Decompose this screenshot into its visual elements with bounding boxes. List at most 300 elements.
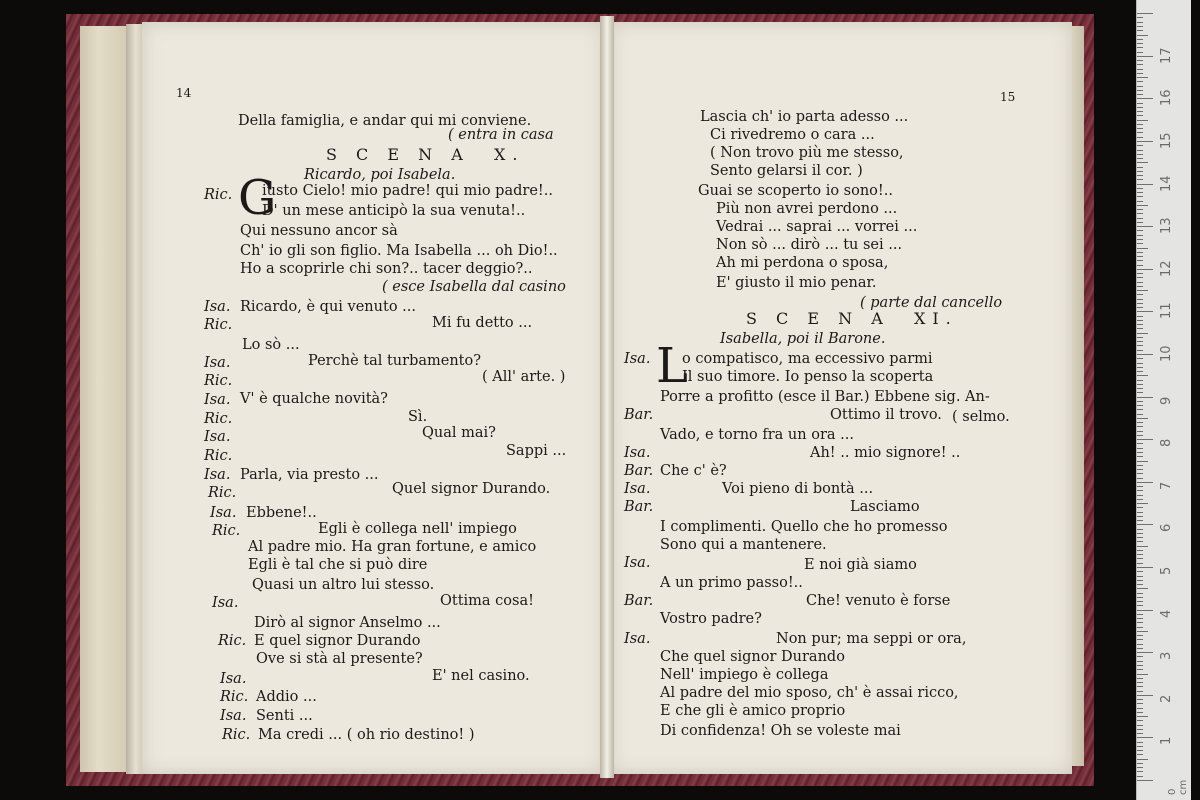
ruler-tick [1137, 188, 1143, 189]
ruler-tick [1137, 627, 1143, 628]
left-text-line: E quel signor Durando [254, 633, 421, 649]
ruler-tick [1137, 448, 1143, 449]
ruler-tick [1137, 414, 1143, 415]
right-text-line: ( selmo. [952, 409, 1010, 425]
ruler-number: 9 [1159, 396, 1174, 405]
ruler-tick [1137, 52, 1143, 53]
book-spine [600, 16, 614, 778]
ruler-tick [1137, 669, 1143, 670]
ruler-tick [1137, 584, 1143, 585]
left-text-line: iusto Cielo! mio padre! qui mio padre!.. [262, 183, 553, 199]
ruler-tick [1137, 516, 1143, 517]
left-text-line: Ricardo, è qui venuto ... [240, 299, 416, 315]
ruler-tick [1137, 239, 1143, 240]
ruler-tick [1137, 196, 1143, 197]
right-text-line: Il suo timore. Io penso la scoperta [682, 369, 934, 385]
left-text-line: Qual mai? [422, 425, 496, 441]
ruler-tick [1137, 507, 1143, 508]
ruler-tick [1137, 290, 1148, 291]
ruler-number: 7 [1159, 481, 1174, 490]
left-text-line: Ric. [208, 485, 237, 501]
ruler-tick [1137, 184, 1153, 185]
ruler-tick [1137, 354, 1153, 355]
left-text-line: Sappi ... [506, 443, 567, 459]
right-text-line: Che! venuto è forse [806, 593, 951, 609]
ruler-tick [1137, 375, 1148, 376]
ruler-tick [1137, 465, 1143, 466]
ruler-tick [1137, 644, 1143, 645]
ruler-tick [1137, 86, 1143, 87]
ruler-tick [1137, 222, 1143, 223]
ruler-tick [1137, 610, 1153, 611]
right-text-line: Ottimo il trovo. [830, 407, 942, 423]
ruler-tick [1137, 405, 1143, 406]
ruler-tick [1137, 392, 1143, 393]
right-text-line: Più non avrei perdono ... [716, 201, 898, 217]
measuring-ruler [1136, 0, 1191, 800]
left-text-line: ( esce Isabella dal casino [382, 279, 566, 295]
ruler-tick [1137, 729, 1143, 730]
ruler-tick [1137, 384, 1143, 385]
ruler-number: 14 [1159, 175, 1174, 192]
ruler-tick [1137, 167, 1143, 168]
ruler-tick [1137, 213, 1143, 214]
ruler-tick [1137, 154, 1143, 155]
ruler-tick [1137, 601, 1143, 602]
ruler-tick [1137, 456, 1143, 457]
ruler-tick [1137, 282, 1143, 283]
ruler-tick [1137, 635, 1143, 636]
right-text-line: Isa. [624, 445, 651, 461]
ruler-tick [1137, 56, 1153, 57]
ruler-tick [1137, 26, 1143, 27]
right-text-line: Al padre del mio sposo, ch' è assai ricco, [660, 685, 959, 701]
ruler-tick [1137, 567, 1153, 568]
right-text-line: Bar. [624, 499, 654, 515]
left-page [142, 22, 604, 774]
ruler-tick [1137, 499, 1143, 500]
left-text-line: Dirò al signor Anselmo ... [254, 615, 441, 631]
right-text-line: Bar. [624, 593, 654, 609]
ruler-tick [1137, 30, 1143, 31]
ruler-tick [1137, 401, 1143, 402]
ruler-tick [1137, 265, 1143, 266]
ruler-tick [1137, 363, 1143, 364]
ruler-tick [1137, 482, 1153, 483]
right-page [610, 22, 1072, 774]
ruler-tick [1137, 533, 1143, 534]
right-text-line: Non pur; ma seppi or ora, [776, 631, 967, 647]
right-text-line: E che gli è amico proprio [660, 703, 846, 719]
ruler-tick [1137, 614, 1143, 615]
ruler-tick [1137, 580, 1143, 581]
ruler-tick [1137, 431, 1143, 432]
left-text-line: D' un mese anticipò la sua venuta!.. [262, 203, 526, 219]
ruler-tick [1137, 35, 1148, 36]
right-text-line: Ah! .. mio signore! .. [810, 445, 961, 461]
ruler-tick [1137, 558, 1143, 559]
ruler-tick [1137, 529, 1143, 530]
right-text-line: A un primo passo!.. [660, 575, 803, 591]
left-text-line: ( entra in casa [448, 127, 554, 143]
ruler-tick [1137, 358, 1143, 359]
left-text-line: Al padre mio. Ha gran fortune, e amico [248, 539, 537, 555]
ruler-tick [1137, 639, 1143, 640]
ruler-tick [1137, 780, 1153, 781]
left-text-line: Lo sò ... [242, 337, 300, 353]
ruler-tick [1137, 576, 1143, 577]
ruler-tick [1137, 426, 1143, 427]
ruler-number: 3 [1159, 651, 1174, 661]
ruler-tick [1137, 311, 1153, 312]
ruler-number: 17 [1159, 47, 1174, 64]
ruler-tick [1137, 725, 1143, 726]
ruler-number: 8 [1159, 438, 1174, 448]
ruler-tick [1137, 367, 1143, 368]
right-text-line: ( parte dal cancello [860, 295, 1003, 311]
left-text-line: Ric. [204, 187, 233, 203]
right-text-line: Nell' impiego è collega [660, 667, 829, 683]
ruler-tick [1137, 235, 1143, 236]
ruler-tick [1137, 81, 1143, 82]
ruler-tick [1137, 209, 1143, 210]
ruler-tick [1137, 141, 1153, 142]
ruler-tick [1137, 77, 1148, 78]
ruler-tick [1137, 158, 1143, 159]
ruler-number: 2 [1159, 694, 1174, 703]
ruler-tick [1137, 380, 1143, 381]
ruler-tick [1137, 175, 1143, 176]
ruler-tick [1137, 150, 1143, 151]
ruler-tick [1137, 128, 1143, 129]
ruler-number: 12 [1159, 260, 1174, 277]
left-text-line: Isa. [204, 392, 231, 408]
ruler-tick [1137, 631, 1148, 632]
left-dropcap: G [238, 170, 277, 226]
ruler-tick [1137, 473, 1143, 474]
ruler-tick [1137, 554, 1143, 555]
ruler-number: 5 [1159, 566, 1174, 575]
ruler-tick [1137, 686, 1143, 687]
ruler-tick [1137, 418, 1148, 419]
left-text-line: Ric. [220, 689, 249, 705]
right-text-line: Vado, e torno fra un ora ... [660, 427, 854, 443]
ruler-tick [1137, 273, 1143, 274]
ruler-tick [1137, 495, 1143, 496]
left-text-line: Isa. [220, 708, 247, 724]
left-text-line: Della famiglia, e andar qui mi conviene. [238, 113, 532, 129]
right-text-line: Di confidenza! Oh se voleste mai [660, 723, 901, 739]
ruler-tick [1137, 478, 1143, 479]
ruler-tick [1137, 563, 1143, 564]
ruler-tick [1137, 452, 1143, 453]
ruler-tick [1137, 716, 1148, 717]
left-text-line: E' nel casino. [432, 668, 530, 684]
right-text-line: Isa. [624, 555, 651, 571]
ruler-tick [1137, 767, 1143, 768]
ruler-tick [1137, 605, 1143, 606]
ruler-tick [1137, 503, 1148, 504]
ruler-tick [1137, 520, 1143, 521]
ruler-tick [1137, 73, 1143, 74]
left-text-line: Ric. [222, 727, 251, 743]
ruler-tick [1137, 661, 1143, 662]
ruler-tick [1137, 750, 1143, 751]
left-text-line: V' è qualche novità? [240, 391, 388, 407]
left-text-line: Ric. [218, 633, 247, 649]
right-text-line: Sono qui a mantenere. [660, 537, 827, 553]
ruler-tick [1137, 588, 1148, 589]
left-text-line: Egli è collega nell' impiego [318, 521, 517, 537]
left-text-line: Parla, via presto ... [240, 467, 379, 483]
ruler-number: 15 [1159, 132, 1174, 149]
ruler-tick [1137, 13, 1153, 14]
ruler-tick [1137, 294, 1143, 295]
ruler-tick [1137, 205, 1148, 206]
ruler-tick [1137, 541, 1143, 542]
ruler-number: 16 [1159, 89, 1174, 107]
ruler-tick [1137, 691, 1143, 692]
ruler-tick [1137, 597, 1143, 598]
ruler-tick [1137, 248, 1148, 249]
ruler-tick [1137, 303, 1143, 304]
ruler-number: 10 [1159, 345, 1174, 362]
ruler-tick [1137, 252, 1143, 253]
ruler-tick [1137, 699, 1143, 700]
ruler-tick [1137, 703, 1143, 704]
ruler-tick [1137, 230, 1143, 231]
ruler-tick [1137, 546, 1148, 547]
ruler-tick [1137, 307, 1143, 308]
binding-strip [126, 24, 142, 774]
right-text-line: Lasciamo [850, 499, 920, 515]
right-text-line: Ah mi perdona o sposa, [716, 255, 889, 271]
left-text-line: Mi fu detto ... [432, 315, 533, 331]
left-text-line: Ric. [204, 317, 233, 333]
ruler-tick [1137, 388, 1143, 389]
ruler-tick [1137, 656, 1143, 657]
right-text-line: E' giusto il mio penar. [716, 275, 877, 291]
left-text-line: Isa. [204, 429, 231, 445]
right-text-line: o compatisco, ma eccessivo parmi [682, 351, 933, 367]
ruler-tick [1137, 771, 1143, 772]
ruler-tick [1137, 763, 1143, 764]
ruler-tick [1137, 652, 1153, 653]
ruler-tick [1137, 171, 1143, 172]
ruler-tick [1137, 299, 1143, 300]
ruler-tick [1137, 674, 1148, 675]
ruler-tick [1137, 737, 1153, 738]
ruler-tick [1137, 733, 1143, 734]
ruler-tick [1137, 439, 1153, 440]
left-text-line: Isa. [220, 671, 247, 687]
ruler-tick [1137, 550, 1143, 551]
left-text-line: Ric. [204, 373, 233, 389]
right-text-line: Lascia ch' io parta adesso ... [700, 109, 909, 125]
ruler-tick [1137, 742, 1143, 743]
ruler-tick [1137, 64, 1143, 65]
left-text-line: Ch' io gli son figlio. Ma Isabella ... oh Dio!.. [240, 243, 558, 259]
ruler-tick [1137, 98, 1153, 99]
ruler-tick [1137, 115, 1143, 116]
ruler-tick [1137, 94, 1143, 95]
ruler-tick [1137, 120, 1148, 121]
page-edges-right [1072, 26, 1084, 766]
ruler-tick [1137, 371, 1143, 372]
ruler-tick [1137, 137, 1143, 138]
ruler-tick [1137, 337, 1143, 338]
left-text-line: Isa. [204, 467, 231, 483]
ruler-tick [1137, 754, 1143, 755]
left-text-line: Isa. [204, 355, 231, 371]
ruler-tick [1137, 648, 1143, 649]
ruler-tick [1137, 277, 1143, 278]
ruler-tick [1137, 695, 1153, 696]
right-text-line: Sento gelarsi il cor. ) [710, 163, 863, 179]
ruler-tick [1137, 443, 1143, 444]
ruler-tick [1137, 145, 1143, 146]
left-text-line: Ma credi ... ( oh rio destino! ) [258, 727, 475, 743]
right-text-line: I complimenti. Quello che ho promesso [660, 519, 948, 535]
ruler-tick [1137, 39, 1143, 40]
ruler-tick [1137, 43, 1143, 44]
ruler-tick [1137, 618, 1143, 619]
ruler-tick [1137, 328, 1143, 329]
ruler-tick [1137, 22, 1143, 23]
left-text-line: Isa. [212, 595, 239, 611]
ruler-tick [1137, 218, 1143, 219]
left-text-line: Egli è tal che si può dire [248, 557, 428, 573]
right-text-line: Non sò ... dirò ... tu sei ... [716, 237, 903, 253]
right-text-line: Vostro padre? [660, 611, 762, 627]
ruler-tick [1137, 537, 1143, 538]
right-text-line: Bar. [624, 463, 654, 479]
page-edges-left [80, 26, 126, 772]
ruler-tick [1137, 162, 1148, 163]
ruler-tick [1137, 345, 1143, 346]
ruler-tick [1137, 712, 1143, 713]
right-text-line: Vedrai ... saprai ... vorrei ... [716, 219, 918, 235]
ruler-tick [1137, 571, 1143, 572]
left-text-line: Ric. [204, 411, 233, 427]
left-text-line: Senti ... [256, 708, 313, 724]
right-text-line: ( Non trovo più me stesso, [710, 145, 904, 161]
left-text-line: Isa. [204, 299, 231, 315]
ruler-tick [1137, 107, 1143, 108]
ruler-tick [1137, 69, 1143, 70]
right-text-line: Ci rivedremo o cara ... [710, 127, 875, 143]
ruler-tick [1137, 746, 1143, 747]
ruler-tick [1137, 124, 1143, 125]
left-text-line: Isa. [210, 505, 237, 521]
ruler-tick [1137, 324, 1143, 325]
right-text-line: Porre a profitto (esce il Bar.) Ebbene sig. An- [660, 389, 990, 405]
ruler-tick [1137, 320, 1143, 321]
ruler-tick [1137, 47, 1143, 48]
ruler-number: 6 [1159, 524, 1174, 533]
right-text-line: Isa. [624, 631, 651, 647]
left-text-line: Quasi un altro lui stesso. [252, 577, 435, 593]
left-text-line: Quel signor Durando. [392, 481, 551, 497]
ruler-tick [1137, 622, 1143, 623]
ruler-tick [1137, 397, 1153, 398]
ruler-tick [1137, 593, 1143, 594]
ruler-tick [1137, 132, 1143, 133]
right-page-number: 15 [1000, 90, 1016, 104]
ruler-tick [1137, 461, 1148, 462]
left-text-line: Ottima cosa! [440, 593, 534, 609]
left-text-line: Ric. [204, 448, 233, 464]
ruler-tick [1137, 708, 1143, 709]
ruler-tick [1137, 524, 1153, 525]
ruler-tick [1137, 17, 1143, 18]
left-text-line: Perchè tal turbamento? [308, 353, 482, 369]
ruler-tick [1137, 179, 1143, 180]
ruler-number: 11 [1159, 302, 1174, 320]
ruler-tick [1137, 111, 1143, 112]
right-text-line: S C E N A XI. [746, 309, 958, 328]
left-page-number: 14 [176, 86, 192, 100]
ruler-tick [1137, 435, 1143, 436]
ruler-number: 13 [1159, 217, 1174, 235]
right-text-line: Isabella, poi il Barone. [720, 331, 886, 347]
ruler-tick [1137, 409, 1143, 410]
ruler-number: 4 [1159, 609, 1174, 618]
ruler-tick [1137, 256, 1143, 257]
right-text-line: E noi già siamo [804, 557, 917, 573]
ruler-tick [1137, 469, 1143, 470]
right-text-line: Guai se scoperto io sono!.. [698, 183, 893, 199]
ruler-tick [1137, 422, 1143, 423]
ruler-tick [1137, 269, 1153, 270]
left-text-line: Ric. [212, 523, 241, 539]
right-dropcap: L [656, 338, 688, 394]
left-text-line: ( All' arte. ) [482, 369, 566, 385]
ruler-tick [1137, 759, 1148, 760]
ruler-tick [1137, 60, 1143, 61]
left-text-line: Sì. [408, 409, 428, 425]
left-text-line: Ricardo, poi Isabela. [304, 167, 456, 183]
ruler-tick [1137, 103, 1143, 104]
right-text-line: Isa. [624, 351, 651, 367]
ruler-tick [1137, 486, 1143, 487]
ruler-tick [1137, 260, 1143, 261]
ruler-tick [1137, 350, 1143, 351]
ruler-number: 1 [1159, 737, 1174, 746]
right-text-line: Isa. [624, 481, 651, 497]
ruler-unit-label: 0 cm [1167, 779, 1189, 795]
ruler-tick [1137, 333, 1148, 334]
ruler-tick [1137, 512, 1143, 513]
left-text-line: Ove si stà al presente? [256, 651, 423, 667]
ruler-tick [1137, 776, 1143, 777]
ruler-tick [1137, 90, 1143, 91]
left-text-line: S C E N A X. [326, 145, 525, 164]
right-text-line: Bar. [624, 407, 654, 423]
ruler-tick [1137, 243, 1143, 244]
left-text-line: Qui nessuno ancor sà [240, 223, 398, 239]
ruler-tick [1137, 720, 1143, 721]
ruler-tick [1137, 665, 1143, 666]
left-text-line: Ebbene!.. [246, 505, 317, 521]
ruler-tick [1137, 341, 1143, 342]
ruler-tick [1137, 490, 1143, 491]
right-text-line: Che quel signor Durando [660, 649, 845, 665]
left-text-line: Ho a scoprirle chi son?.. tacer deggio?.. [240, 261, 533, 277]
ruler-tick [1137, 682, 1143, 683]
ruler-tick [1137, 678, 1143, 679]
ruler-tick [1137, 226, 1153, 227]
